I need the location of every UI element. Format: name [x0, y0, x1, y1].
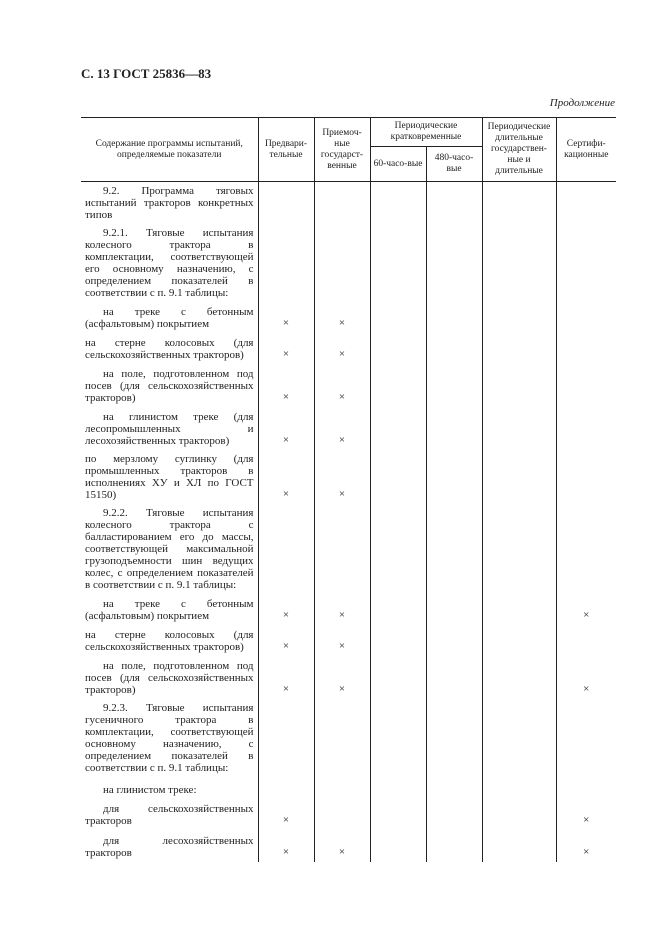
- empty-cell: [556, 333, 616, 364]
- empty-cell: [370, 830, 426, 862]
- page-title: С. 13 ГОСТ 25836—83: [81, 66, 212, 81]
- row-description: [81, 594, 258, 625]
- row-description: [81, 364, 258, 407]
- empty-cell: [556, 625, 616, 656]
- table-row: [81, 777, 616, 799]
- column-header-certification: Сертифи-кационные: [556, 118, 616, 182]
- empty-cell: [258, 224, 314, 302]
- empty-cell: [426, 699, 482, 777]
- applicable-mark: ×: [258, 407, 314, 450]
- empty-cell: [426, 224, 482, 302]
- row-description-text: 9.2.3. Тяговые испытания гусеничного трактора в комплектации, соответствующей основному назначению, с определением показателей в соответствии с п. 9.1 таблицы:: [85, 702, 254, 774]
- empty-cell: [426, 594, 482, 625]
- empty-cell: [258, 777, 314, 799]
- empty-cell: [556, 407, 616, 450]
- empty-cell: [426, 777, 482, 799]
- empty-cell: [426, 625, 482, 656]
- row-description: [81, 656, 258, 699]
- row-description: [81, 224, 258, 302]
- applicable-mark: ×: [258, 830, 314, 862]
- empty-cell: [482, 830, 556, 862]
- row-description-text: на поле, подготовленном под посев (для сельскохозяйственных тракторов): [85, 660, 254, 696]
- empty-cell: [556, 504, 616, 594]
- applicable-mark: ×: [556, 656, 616, 699]
- empty-cell: [482, 364, 556, 407]
- empty-cell: [314, 777, 370, 799]
- row-description: [81, 407, 258, 450]
- table-row: [81, 830, 616, 862]
- empty-cell: [370, 364, 426, 407]
- column-header-periodic-long: Периодические длительные государствен-ные и длительные: [482, 118, 556, 182]
- column-header-acceptance: Приемоч-ные государст-венные: [314, 118, 370, 182]
- empty-cell: [314, 504, 370, 594]
- empty-cell: [482, 450, 556, 504]
- column-header-480h: 480-часо-вые: [426, 147, 482, 182]
- row-description: [81, 182, 258, 225]
- row-description-text: на стерне колосовых (для сельскохозяйственных тракторов): [85, 337, 254, 361]
- row-description-text: на глинистом треке:: [103, 784, 197, 796]
- empty-cell: [370, 699, 426, 777]
- empty-cell: [482, 656, 556, 699]
- row-description-text: 9.2.1. Тяговые испытания колесного трактора в комплектации, соответствующей его основному назначению, с определением показателей в соответствии с п. 9.1 таблицы:: [85, 227, 254, 299]
- applicable-mark: ×: [314, 450, 370, 504]
- empty-cell: [314, 224, 370, 302]
- empty-cell: [314, 182, 370, 225]
- empty-cell: [426, 364, 482, 407]
- empty-cell: [556, 699, 616, 777]
- empty-cell: [556, 777, 616, 799]
- applicable-mark: ×: [258, 364, 314, 407]
- row-description-text: по мерзлому суглинку (для промышленных тракторов в исполнениях ХУ и ХЛ по ГОСТ 15150): [85, 453, 254, 501]
- row-description-text: на глинистом треке (для лесопромышленных и лесохозяйственных тракторов): [85, 411, 254, 447]
- empty-cell: [258, 504, 314, 594]
- applicable-mark: ×: [258, 656, 314, 699]
- empty-cell: [370, 504, 426, 594]
- empty-cell: [426, 504, 482, 594]
- empty-cell: [370, 594, 426, 625]
- empty-cell: [482, 504, 556, 594]
- empty-cell: [556, 450, 616, 504]
- table-row: [81, 594, 616, 625]
- empty-cell: [426, 830, 482, 862]
- applicable-mark: ×: [258, 450, 314, 504]
- row-description-text: 9.2. Программа тяговых испытаний тракторов конкретных типов: [85, 185, 254, 221]
- empty-cell: [556, 224, 616, 302]
- empty-cell: [370, 656, 426, 699]
- empty-cell: [482, 224, 556, 302]
- column-header-preliminary: Предвари-тельные: [258, 118, 314, 182]
- table-row: [81, 450, 616, 504]
- row-description: [81, 625, 258, 656]
- empty-cell: [556, 364, 616, 407]
- empty-cell: [556, 182, 616, 225]
- applicable-mark: ×: [258, 799, 314, 830]
- row-description: [81, 699, 258, 777]
- empty-cell: [482, 182, 556, 225]
- empty-cell: [426, 656, 482, 699]
- row-description-text: на стерне колосовых (для сельскохозяйственных тракторов): [85, 629, 254, 653]
- column-header-60h: 60-часо-вые: [370, 147, 426, 182]
- row-description: [81, 777, 258, 799]
- empty-cell: [426, 450, 482, 504]
- empty-cell: [370, 407, 426, 450]
- empty-cell: [370, 333, 426, 364]
- empty-cell: [482, 302, 556, 333]
- empty-cell: [482, 777, 556, 799]
- empty-cell: [314, 699, 370, 777]
- empty-cell: [370, 224, 426, 302]
- table-row: [81, 407, 616, 450]
- empty-cell: [482, 333, 556, 364]
- empty-cell: [426, 407, 482, 450]
- empty-cell: [370, 450, 426, 504]
- empty-cell: [482, 799, 556, 830]
- table-row: [81, 625, 616, 656]
- empty-cell: [482, 699, 556, 777]
- row-description: [81, 830, 258, 862]
- empty-cell: [370, 182, 426, 225]
- table-row: [81, 699, 616, 777]
- applicable-mark: ×: [556, 830, 616, 862]
- applicable-mark: ×: [258, 302, 314, 333]
- row-description-text: для лесохозяйственных тракторов: [85, 835, 254, 859]
- table-row: [81, 656, 616, 699]
- empty-cell: [482, 407, 556, 450]
- table-row: [81, 333, 616, 364]
- row-description: [81, 333, 258, 364]
- applicable-mark: ×: [314, 333, 370, 364]
- empty-cell: [370, 777, 426, 799]
- table-row: [81, 504, 616, 594]
- row-description-text: на треке с бетонным (асфальтовым) покрытием: [85, 598, 254, 622]
- applicable-mark: ×: [314, 594, 370, 625]
- row-description: [81, 450, 258, 504]
- applicable-mark: ×: [314, 656, 370, 699]
- column-header-content: Содержание программы испытаний, определяемые показатели: [81, 118, 258, 182]
- empty-cell: [556, 302, 616, 333]
- empty-cell: [426, 302, 482, 333]
- empty-cell: [370, 625, 426, 656]
- test-program-table: [81, 117, 616, 862]
- row-description-text: 9.2.2. Тяговые испытания колесного трактора с балластированием его до массы, соответствующей максимальной грузоподъемности шин ведущих колес, с определением показателей в соответствии с п. 9.1 таблицы:: [85, 507, 254, 591]
- applicable-mark: ×: [258, 594, 314, 625]
- table-row: [81, 799, 616, 830]
- applicable-mark: ×: [314, 407, 370, 450]
- empty-cell: [426, 182, 482, 225]
- empty-cell: [370, 302, 426, 333]
- row-description: [81, 504, 258, 594]
- applicable-mark: ×: [314, 625, 370, 656]
- empty-cell: [258, 182, 314, 225]
- applicable-mark: ×: [314, 364, 370, 407]
- applicable-mark: ×: [556, 594, 616, 625]
- row-description: [81, 302, 258, 333]
- table-row: [81, 224, 616, 302]
- empty-cell: [314, 799, 370, 830]
- row-description-text: на поле, подготовленном под посев (для сельскохозяйственных тракторов): [85, 368, 254, 404]
- row-description: [81, 799, 258, 830]
- empty-cell: [482, 625, 556, 656]
- empty-cell: [426, 799, 482, 830]
- table-row: [81, 302, 616, 333]
- empty-cell: [482, 594, 556, 625]
- empty-cell: [426, 333, 482, 364]
- row-description-text: для сельскохозяйственных тракторов: [85, 803, 254, 827]
- applicable-mark: ×: [258, 333, 314, 364]
- row-description-text: на треке с бетонным (асфальтовым) покрытием: [85, 306, 254, 330]
- applicable-mark: ×: [556, 799, 616, 830]
- column-header-periodic-short: Периодические кратковременные: [370, 118, 482, 147]
- continuation-label: Продолжение: [549, 97, 615, 109]
- table-row: [81, 364, 616, 407]
- applicable-mark: ×: [314, 830, 370, 862]
- empty-cell: [370, 799, 426, 830]
- applicable-mark: ×: [258, 625, 314, 656]
- table-row: [81, 182, 616, 225]
- empty-cell: [258, 699, 314, 777]
- applicable-mark: ×: [314, 302, 370, 333]
